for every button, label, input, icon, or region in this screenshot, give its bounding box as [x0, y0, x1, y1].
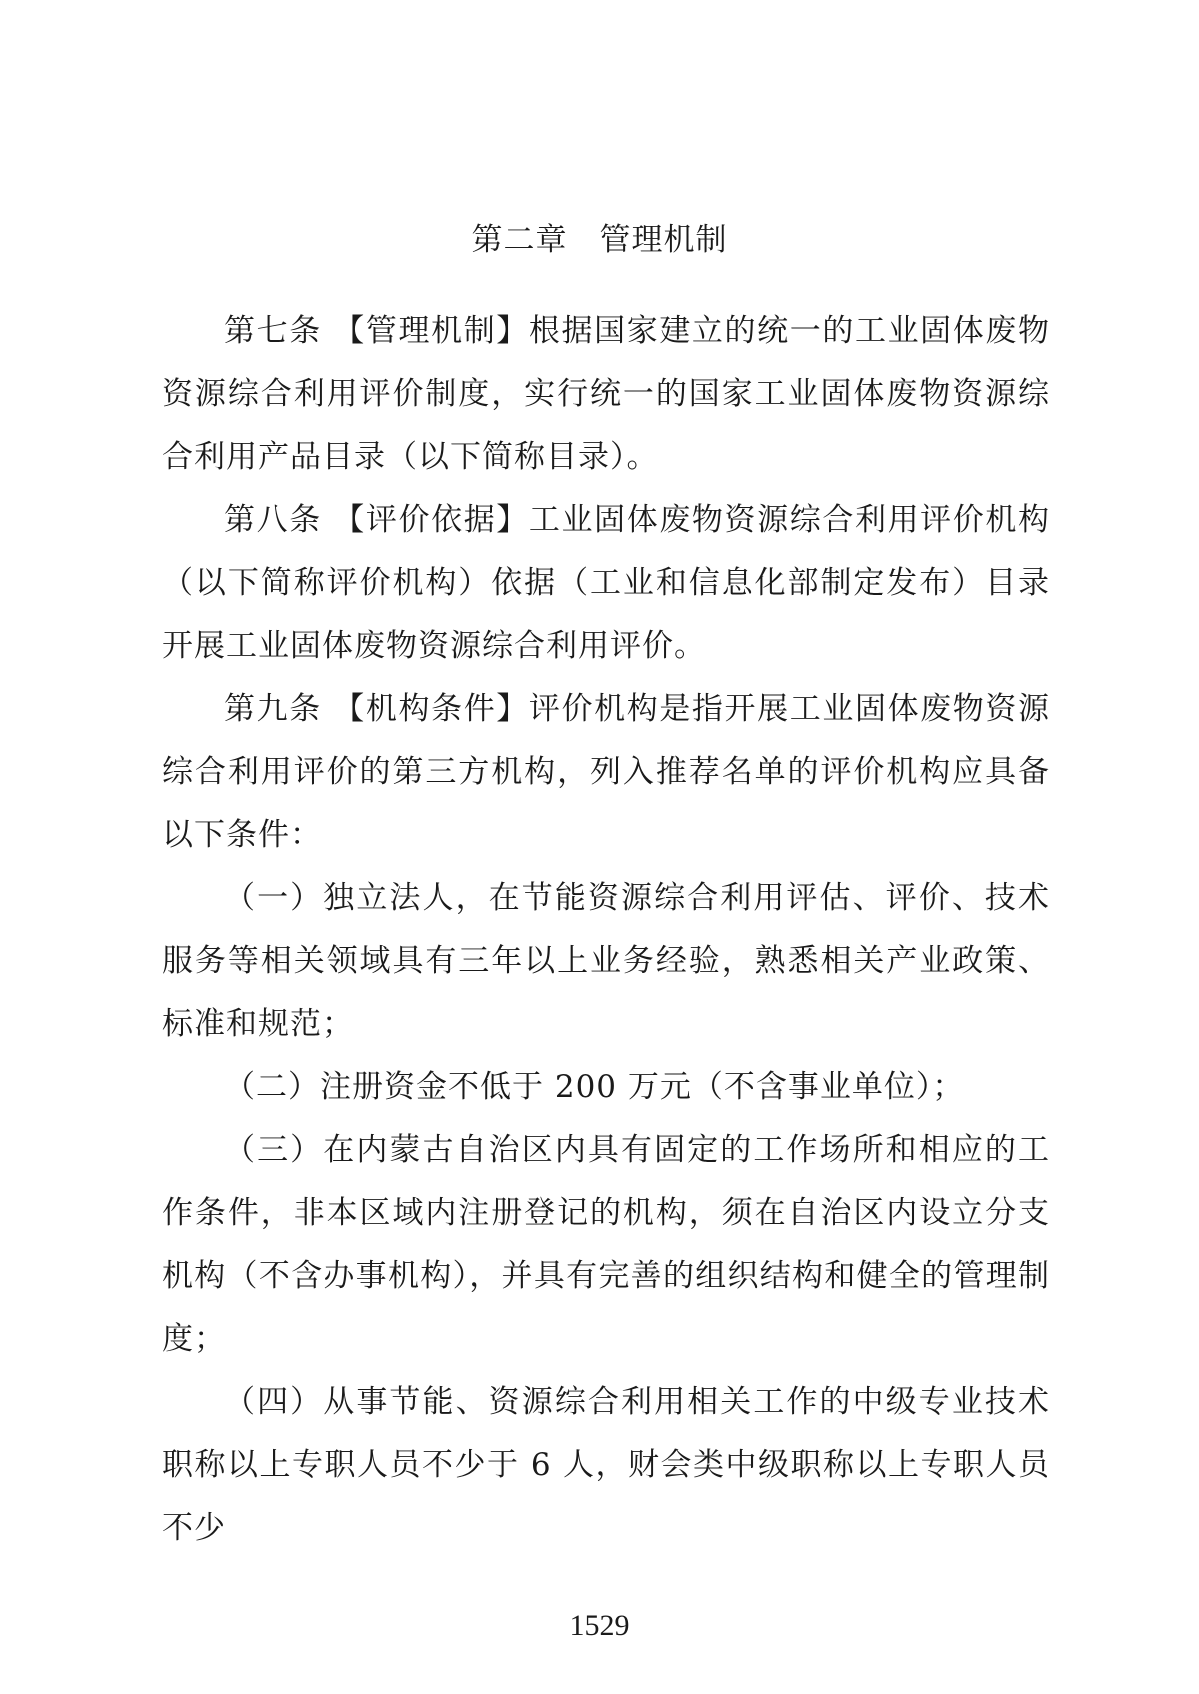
condition-1-paragraph: （一）独立法人，在节能资源综合利用评估、评价、技术服务等相关领域具有三年以上业务经验，熟悉相关产业政策、标准和规范； [162, 880, 1050, 1042]
article-7-paragraph: 第七条 【管理机制】根据国家建立的统一的工业固体废物资源综合利用评价制度，实行统一的国家工业固体废物资源综合利用产品目录（以下简称目录）。 [162, 313, 1050, 475]
condition-4-paragraph: （四）从事节能、资源综合利用相关工作的中级专业技术职称以上专职人员不少于 6 人，财会类中级职称以上专职人员不少 [162, 1384, 1050, 1546]
page-number: 1529 [569, 1609, 630, 1642]
condition-3-paragraph: （三）在内蒙古自治区内具有固定的工作场所和相应的工作条件，非本区域内注册登记的机构，须在自治区内设立分支机构（不含办事机构），并具有完善的组织结构和健全的管理制度； [162, 1132, 1050, 1357]
document-body [162, 300, 1050, 1560]
article-9-paragraph: 第九条 【机构条件】评价机构是指开展工业固体废物资源综合利用评价的第三方机构，列入推荐名单的评价机构应具备以下条件： [162, 691, 1050, 853]
condition-2-paragraph: （二）注册资金不低于 200 万元（不含事业单位）； [224, 1069, 965, 1105]
article-8-paragraph: 第八条 【评价依据】工业固体废物资源综合利用评价机构（以下简称评价机构）依据（工业和信息化部制定发布）目录开展工业固体废物资源综合利用评价。 [162, 502, 1050, 664]
chapter-title: 第二章 管理机制 [471, 222, 728, 258]
